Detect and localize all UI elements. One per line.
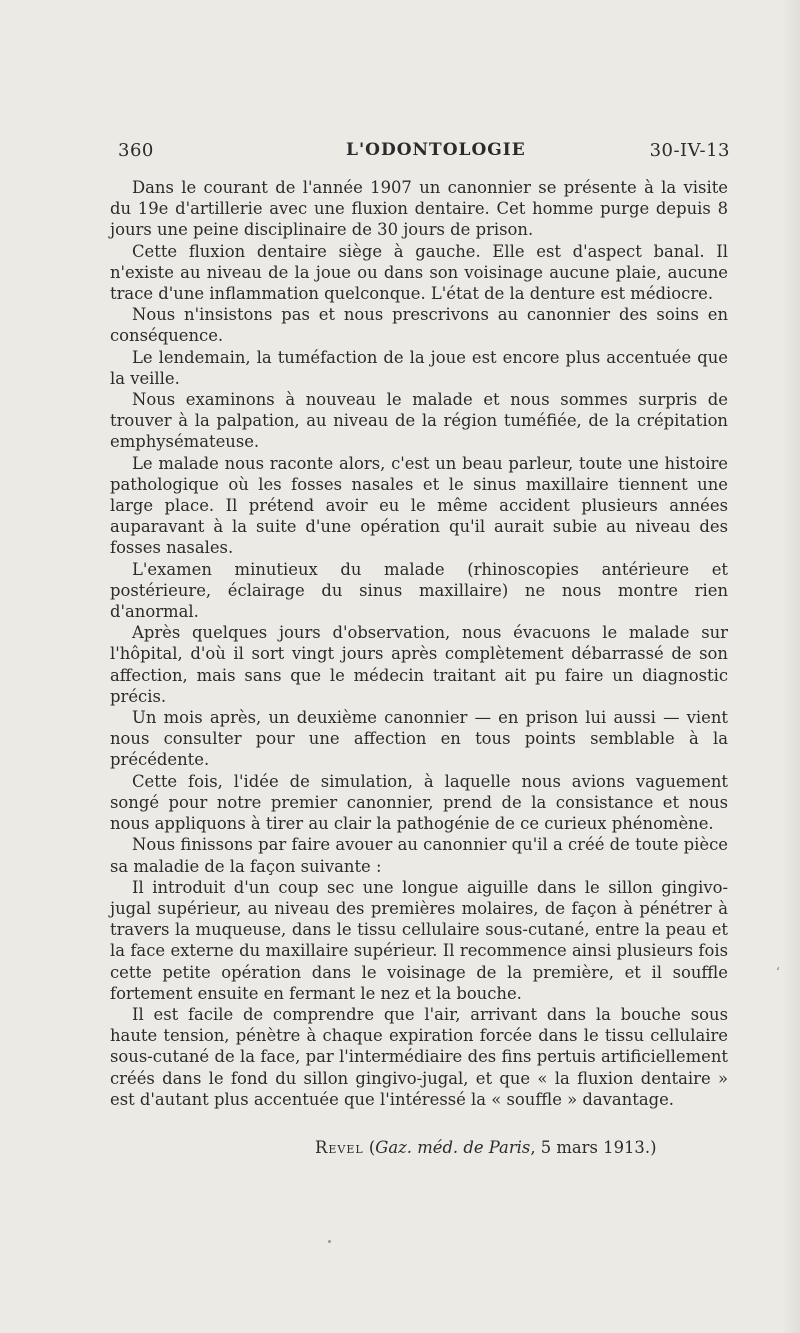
paragraph: Le lendemain, la tuméfaction de la joue est encore plus accentuée que la veille.: [110, 347, 728, 388]
margin-mark-icon: ‘: [776, 965, 780, 979]
article-body: [110, 177, 728, 1110]
paragraph: Il est facile de comprendre que l'air, arrivant dans la bouche sous haute tension, pénètre à chaque expiration forcée dans le tissu cellulaire sous-cutané de la face, par l'intermédiaire des fins pertuis artificiellement créés dans le fond du sillon gingivo-jugal, et que « la fluxion dentaire » est d'autant plus accentuée que l'intéressé la « souffle » davantage.: [110, 1004, 728, 1109]
page-number: 360: [118, 140, 154, 161]
citation-date: , 5 mars 1913.): [530, 1138, 657, 1157]
citation-author: Revel: [315, 1138, 364, 1157]
journal-title: L'ODONTOLOGIE: [346, 140, 526, 160]
citation-source: Gaz. méd. de Paris: [375, 1138, 531, 1157]
paragraph: Dans le courant de l'année 1907 un canonnier se présente à la visite du 19e d'artillerie avec une fluxion dentaire. Cet homme purge depuis 8 jours une peine disciplinaire de 30 jours de prison.: [110, 178, 728, 240]
paragraph: Il introduit d'un coup sec une longue aiguille dans le sillon gingivo-jugal supérieur, au niveau des premières molaires, de façon à pénétrer à travers la muqueuse, dans le tissu cellulaire sous-cutané, entre la peau et la face externe du maxillaire supérieur. Il recommence ainsi plusieurs fois cette petite opération dans le voisinage de la première, et il souffle fortement ensuite en fermant le nez et la bouche.: [110, 877, 728, 1003]
paragraph: Un mois après, un deuxième canonnier — en prison lui aussi — vient nous consulter pour une affection en tous points semblable à la précédente.: [110, 708, 728, 770]
paragraph: Cette fluxion dentaire siège à gauche. Elle est d'aspect banal. Il n'existe au niveau de la joue ou dans son voisinage aucune plaie, aucune trace d'une inflammation quelconque. L'état de la denture est médiocre.: [110, 241, 728, 304]
paragraph: Nous finissons par faire avouer au canonnier qu'il a créé de toute pièce sa maladie de la façon suivante :: [110, 835, 728, 876]
issue-date: 30-IV-13: [649, 140, 730, 161]
page-edge-shadow: [782, 0, 800, 1333]
paragraph: Le malade nous raconte alors, c'est un beau parleur, toute une histoire pathologique où les fosses nasales et le sinus maxillaire tiennent une large place. Il prétend avoir eu le même accident plusieurs années auparavant à la suite d'une opération qu'il aurait subie au niveau des fosses nasales.: [110, 453, 728, 558]
citation-open-paren: (: [368, 1138, 376, 1157]
running-header: [118, 140, 730, 168]
citation: [315, 1137, 656, 1158]
paragraph: Après quelques jours d'observation, nous évacuons le malade sur l'hôpital, d'où il sort vingt jours après complètement débarrassé de son affection, mais sans que le médecin traitant ait pu faire un diagnostic précis.: [110, 623, 728, 706]
paragraph: L'examen minutieux du malade (rhinoscopies antérieure et postérieure, éclairage du sinus maxillaire) ne nous montre rien d'anormal.: [110, 559, 728, 622]
paragraph: Nous n'insistons pas et nous prescrivons au canonnier des soins en conséquence.: [110, 305, 728, 346]
paragraph: Cette fois, l'idée de simulation, à laquelle nous avions vaguement songé pour notre premier canonnier, prend de la consistance et nous nous appliquons à tirer au clair la pathogénie de ce curieux phénomène.: [110, 771, 728, 834]
paragraph: Nous examinons à nouveau le malade et nous sommes surpris de trouver à la palpation, au niveau de la région tuméfiée, de la crépitation emphysémateuse.: [110, 390, 728, 452]
speck-icon: [328, 1240, 331, 1243]
